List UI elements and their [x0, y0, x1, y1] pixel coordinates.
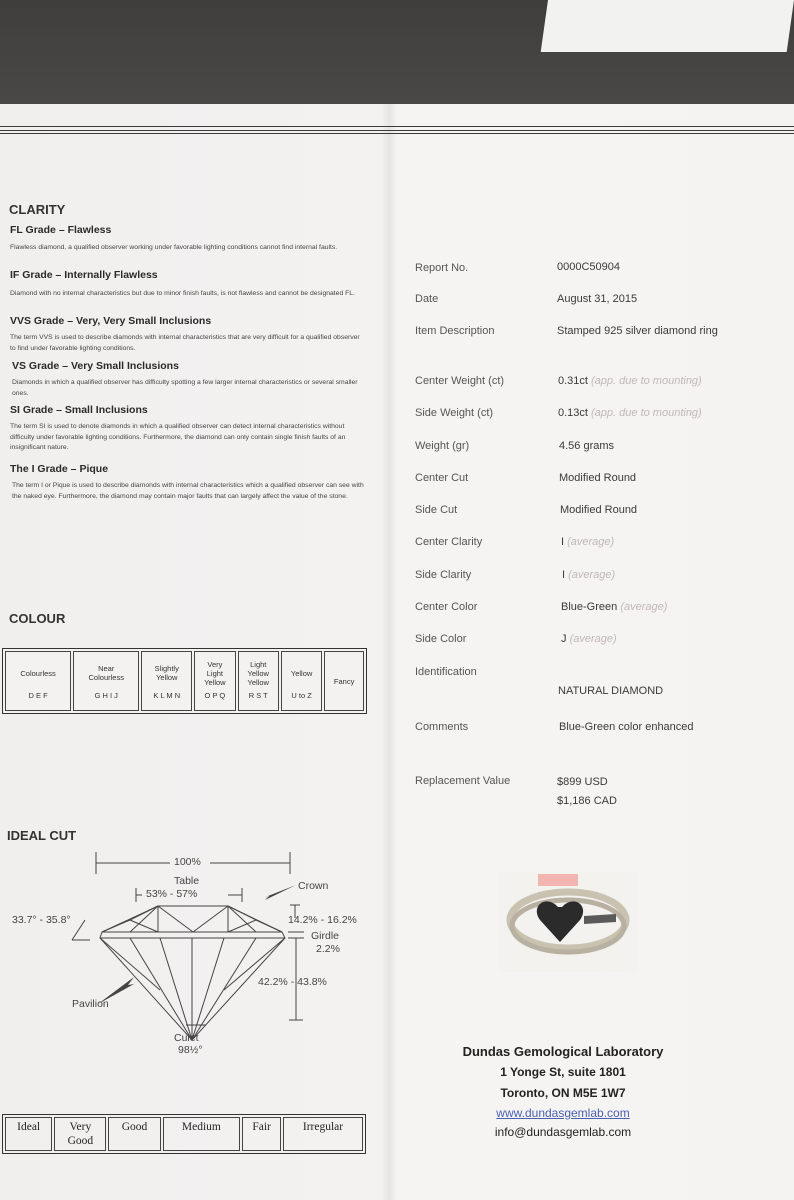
side-clarity-grade: I	[562, 569, 566, 581]
clarity-title: CLARITY	[9, 202, 66, 217]
side-color-note: (average)	[569, 633, 617, 645]
label-center-color: Center Color	[415, 601, 478, 613]
colour-title: COLOUR	[9, 611, 66, 626]
pavilion-depth-label: 42.2% - 43.8%	[258, 976, 327, 988]
side-weight-number: 0.13ct	[558, 407, 588, 419]
girdle-percent-label: 2.2%	[316, 943, 340, 955]
value-side-color	[561, 633, 617, 645]
cut-grade-ideal: Ideal	[5, 1117, 52, 1151]
label-center-cut: Center Cut	[415, 472, 469, 484]
label-side-cut: Side Cut	[415, 504, 458, 516]
label-weight-gr: Weight (gr)	[415, 440, 470, 452]
crown-label: Crown	[298, 880, 329, 892]
grade-vs-desc: Diamonds in which a qualified observer has difficulty spotting a few larger internal characteristics or several smaller ones.	[12, 379, 358, 397]
center-color-note: (average)	[620, 601, 668, 613]
crown-facet-3	[158, 906, 193, 932]
grade-i-desc: The term I or Pique is used to describe diamonds with internal characteristics which a qualified observer can see with the naked eye. Furthermore, the diamond may contain major faults that can largely affect the value of the stone.	[12, 482, 364, 500]
grade-vvs-desc: The term VVS is used to describe diamonds with internal characteristics that are very difficult for a qualified observer to find under favorable lighting conditions.	[10, 334, 360, 352]
grade-if-title: IF Grade – Internally Flawless	[10, 269, 158, 281]
center-weight-number: 0.31ct	[558, 375, 588, 387]
cut-grade-very-good: Very Good	[54, 1117, 106, 1151]
label-date: Date	[415, 293, 439, 305]
value-center-cut: Modified Round	[559, 472, 637, 484]
center-weight-note: (app. due to mounting)	[591, 375, 702, 387]
top-rule-second	[0, 130, 794, 131]
grade-fl-desc: Flawless diamond, a qualified observer working under favorable lighting conditions cannot find internal faults.	[10, 244, 338, 251]
label-report-no: Report No.	[415, 262, 469, 274]
lab-website-link[interactable]: www.dundasgemlab.com	[496, 1106, 630, 1120]
colour-cell-fancy: Fancy	[324, 651, 364, 711]
colour-scale-table	[2, 648, 367, 714]
table-range-label: 53% - 57%	[146, 888, 198, 900]
cut-grade-good: Good	[108, 1117, 160, 1151]
pavilion-facet-1	[130, 938, 192, 1040]
colour-cell-yellow: Yellow U to Z	[281, 651, 322, 711]
cut-grade-fair: Fair	[242, 1117, 281, 1151]
center-clarity-note: (average)	[567, 536, 615, 548]
lab-address-2: Toronto, ON M5E 1W7	[500, 1086, 626, 1100]
culet-angle-label: 98½°	[178, 1044, 203, 1056]
crown-facet-6	[228, 920, 256, 932]
colour-cell-near-colourless: Near Colourless G H I J	[73, 651, 139, 711]
side-clarity-note: (average)	[568, 569, 616, 581]
table-label: Table	[174, 875, 200, 887]
crown-angle-mark	[72, 920, 85, 940]
crown-arrow	[263, 885, 296, 900]
value-date: August 31, 2015	[557, 293, 638, 305]
lab-email: info@dundasgemlab.com	[494, 1125, 632, 1139]
crown-height-label: 14.2% - 16.2%	[288, 914, 357, 926]
envelope-corner	[541, 0, 794, 52]
grade-si-title: SI Grade – Small Inclusions	[10, 404, 148, 416]
colour-cell-very-light-yellow: Very Light Yellow O P Q	[194, 651, 235, 711]
grade-vs-title: VS Grade – Very Small Inclusions	[12, 360, 179, 372]
crown-facet-7	[130, 906, 158, 932]
grade-si-desc: The term SI is used to denote diamonds in which a qualified observer can detect internal characteristics without difficulty under favorable lighting conditions. Furthermore, the diamond can only contain single finish faults of an insignificant nature.	[10, 423, 346, 451]
grade-vvs-title: VVS Grade – Very, Very Small Inclusions	[10, 315, 212, 327]
value-side-weight	[558, 407, 702, 419]
label-side-weight: Side Weight (ct)	[415, 407, 494, 419]
lab-address-1: 1 Yonge St, suite 1801	[500, 1065, 626, 1079]
top-rule	[0, 126, 794, 127]
value-weight-gr: 4.56 grams	[559, 440, 615, 452]
lab-name: Dundas Gemological Laboratory	[462, 1044, 664, 1059]
label-comments: Comments	[415, 721, 469, 733]
label-identification: Identification	[415, 666, 477, 678]
value-center-clarity	[561, 536, 614, 548]
crown-facet-4	[193, 906, 228, 932]
ideal-cut-title: IDEAL CUT	[7, 828, 77, 843]
price-tag	[538, 874, 578, 886]
label-item-description: Item Description	[415, 325, 495, 337]
grade-i-title: The I Grade – Pique	[10, 463, 109, 475]
value-comments: Blue-Green color enhanced	[559, 721, 694, 733]
crown-facet-8	[228, 906, 256, 932]
pavilion-label: Pavilion	[72, 998, 109, 1010]
culet-label: Culet	[174, 1032, 199, 1044]
value-side-clarity	[562, 569, 615, 581]
width-percent-label: 100%	[174, 856, 201, 868]
girdle-label: Girdle	[311, 930, 340, 942]
side-color-value: J	[561, 633, 567, 645]
cut-grade-medium: Medium	[163, 1117, 241, 1151]
cut-grade-table	[2, 1114, 366, 1154]
label-side-clarity: Side Clarity	[415, 569, 472, 581]
grade-if-desc: Diamond with no internal characteristics but due to minor finish faults, is not flawless and cannot be designated FL.	[10, 290, 355, 297]
label-replacement-value: Replacement Value	[415, 775, 511, 787]
cut-grade-irregular: Irregular	[283, 1117, 363, 1151]
value-center-color	[561, 601, 667, 613]
ring-photo	[498, 872, 638, 972]
colour-cell-colourless: Colourless D E F	[5, 651, 71, 711]
crown-angle-label: 33.7° - 35.8°	[12, 914, 71, 926]
colour-cell-light-yellow: Light Yellow Yellow R S T	[238, 651, 279, 711]
side-weight-note: (app. due to mounting)	[591, 407, 702, 419]
grade-fl-title: FL Grade – Flawless	[10, 224, 112, 236]
colour-cell-slightly-yellow: Slightly Yellow K L M N	[141, 651, 192, 711]
value-replacement-cad: $1,186 CAD	[557, 795, 617, 807]
value-center-weight	[558, 375, 702, 387]
value-identification: NATURAL DIAMOND	[558, 685, 664, 697]
value-side-cut: Modified Round	[560, 504, 638, 516]
label-side-color: Side Color	[415, 633, 467, 645]
center-color-value: Blue-Green	[561, 601, 618, 613]
value-item-description: Stamped 925 silver diamond ring	[557, 325, 718, 337]
value-replacement-usd: $899 USD	[557, 776, 608, 788]
value-report-no: 0000C50904	[557, 261, 621, 273]
center-clarity-grade: I	[561, 536, 565, 548]
top-rule-third	[0, 133, 794, 134]
label-center-clarity: Center Clarity	[415, 536, 483, 548]
label-center-weight: Center Weight (ct)	[415, 375, 505, 387]
crown-facet-1	[130, 920, 158, 932]
